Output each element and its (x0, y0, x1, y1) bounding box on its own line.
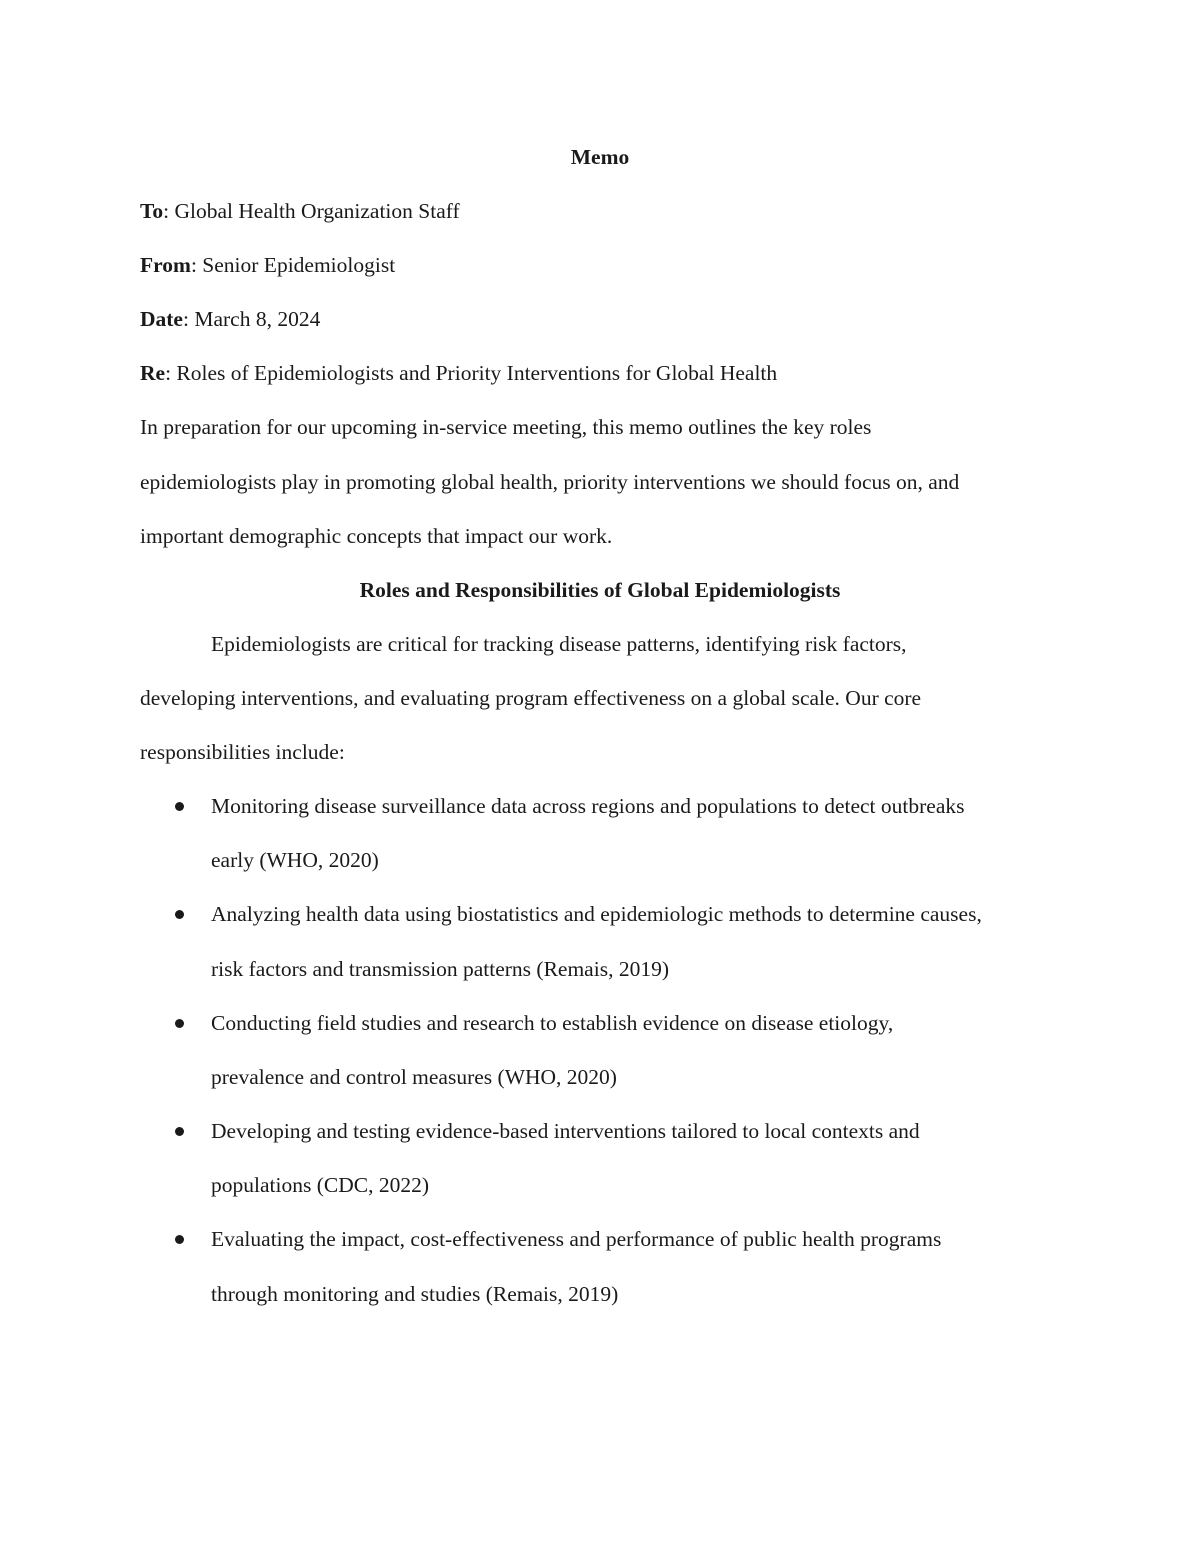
bullet-icon (175, 1019, 184, 1028)
from-value: : Senior Epidemiologist (190, 253, 396, 277)
bullet-3-line-1: Conducting field studies and research to establish evidence on disease etiology, (211, 1011, 894, 1035)
bullet-5-line-1: Evaluating the impact, cost-effectiveness and performance of public health programs (211, 1227, 942, 1251)
to-label: To (140, 199, 164, 223)
bullet-3-line-2: prevalence and control measures (WHO, 2020) (211, 1065, 617, 1089)
memo-title: Memo (570, 145, 630, 169)
bullet-5-line-2: through monitoring and studies (Remais, 2019) (211, 1282, 619, 1306)
paragraph-line-2: developing interventions, and evaluating program effectiveness on a global scale. Our core (140, 686, 922, 710)
date-label: Date (140, 307, 183, 331)
to-value: : Global Health Organization Staff (163, 199, 460, 223)
from-line (140, 255, 395, 277)
date-value: : March 8, 2024 (182, 307, 321, 331)
paragraph-line-3: responsibilities include: (140, 740, 345, 764)
bullet-4-line-1: Developing and testing evidence-based interventions tailored to local contexts and (211, 1119, 920, 1143)
re-value: : Roles of Epidemiologists and Priority Interventions for Global Health (165, 361, 778, 385)
bullet-icon (175, 802, 184, 811)
bullet-4-line-2: populations (CDC, 2022) (211, 1173, 429, 1197)
bullet-icon (175, 1235, 184, 1244)
re-label: Re (140, 361, 166, 385)
bullet-icon (175, 910, 184, 919)
bullet-2-line-1: Analyzing health data using biostatistics and epidemiologic methods to determine causes, (211, 902, 982, 926)
paragraph-line-1: Epidemiologists are critical for tracking disease patterns, identifying risk factors, (211, 632, 907, 656)
re-line (140, 363, 777, 385)
bullet-icon (175, 1127, 184, 1136)
bullet-1-line-1: Monitoring disease surveillance data across regions and populations to detect outbreaks (211, 794, 965, 818)
date-line (140, 309, 320, 331)
intro-line-3: important demographic concepts that impact our work. (140, 524, 613, 548)
bullet-2-line-2: risk factors and transmission patterns (Remais, 2019) (211, 957, 669, 981)
intro-line-1: In preparation for our upcoming in-service meeting, this memo outlines the key roles (140, 415, 872, 439)
bullet-1-line-2: early (WHO, 2020) (211, 848, 379, 872)
section-heading: Roles and Responsibilities of Global Epidemiologists (359, 578, 841, 602)
from-label: From (140, 253, 191, 277)
intro-line-2: epidemiologists play in promoting global health, priority interventions we should focus on, and (140, 470, 960, 494)
to-line (140, 201, 460, 223)
